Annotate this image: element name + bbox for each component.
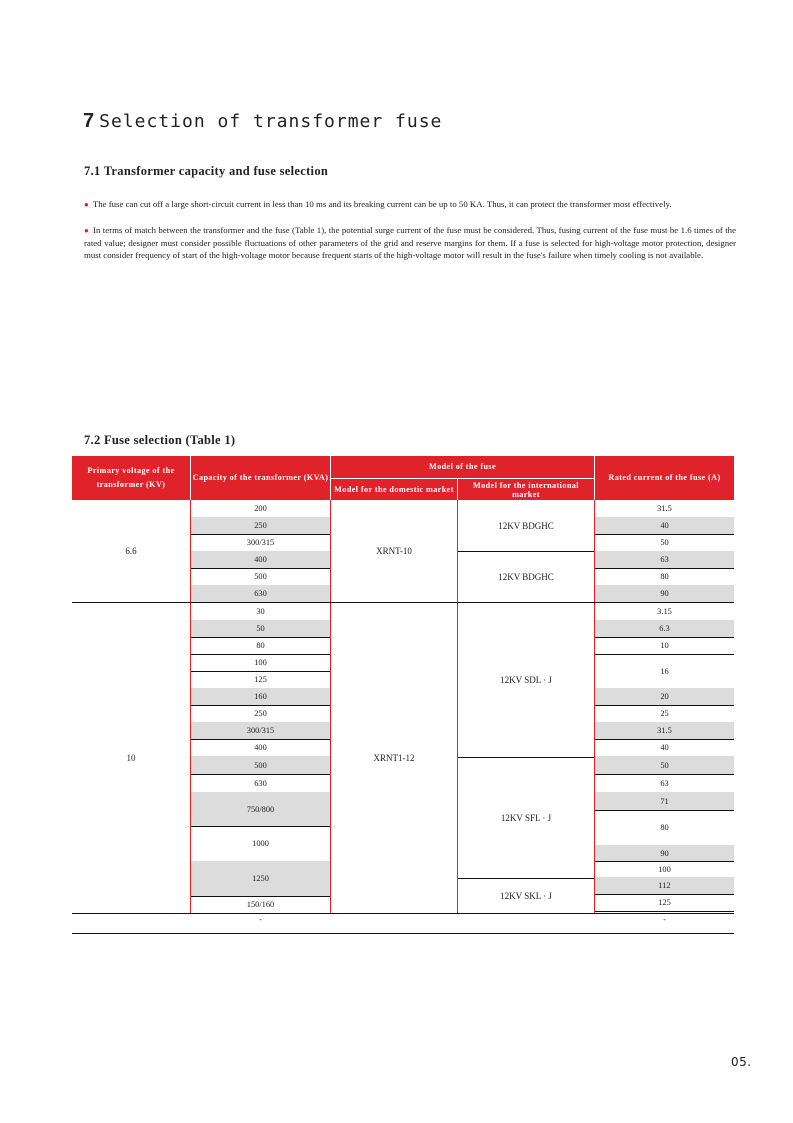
rated-current-cell: 10: [660, 641, 669, 650]
rated-current-cell: 40: [595, 517, 734, 534]
capacity-cell: 1250: [191, 861, 330, 896]
bullet-icon: ●: [84, 200, 89, 209]
rated-current-cell: 90: [595, 585, 734, 602]
rated-current-cell: 50: [660, 538, 669, 547]
subsection-heading-7-2: 7.2 Fuse selection (Table 1): [84, 433, 236, 447]
rated-current-cell: 90: [595, 845, 734, 861]
row-line: [458, 878, 594, 879]
capacity-cell: 125: [254, 675, 267, 684]
header-capacity: Capacity of the transformer (KVA): [191, 456, 330, 500]
rated-current-cell: 50: [595, 756, 734, 774]
row-line: [458, 551, 594, 552]
domestic-model-cell: XRNT-10: [376, 546, 412, 556]
capacity-cell: 150/160: [246, 900, 275, 909]
rated-current-cell: 3.15: [657, 607, 672, 616]
paragraph-1-text: The fuse can cut off a large short-circuit current in less than 10 ms and its breaking current can be up to 50 KA. Thus, it can protect the transformer most effectively.: [92, 199, 672, 209]
row-line: [458, 757, 594, 758]
capacity-cell: 300/315: [191, 722, 330, 739]
rated-current-cell: 112: [595, 877, 734, 894]
rated-current-cell: -: [663, 914, 666, 924]
page-number: 05.: [731, 1055, 752, 1069]
capacity-cell: 500: [191, 756, 330, 774]
rated-current-cell: 125: [658, 898, 671, 907]
voltage-cell: 10: [126, 753, 136, 763]
header-rated-current: Rated current of the fuse (A): [595, 456, 734, 500]
capacity-cell: 400: [191, 551, 330, 568]
table-bottom-line: [72, 933, 734, 934]
rated-current-cell: 40: [660, 743, 669, 752]
capacity-cell: 250: [254, 709, 267, 718]
rated-current-cell: 25: [660, 709, 669, 718]
capacity-cell: 160: [191, 688, 330, 705]
section-title: [83, 110, 442, 133]
international-model-cell: 12KV SDL · J: [500, 675, 552, 685]
rated-current-cell: 100: [658, 864, 671, 874]
capacity-cell: 630: [191, 585, 330, 602]
rated-current-cell: 31.5: [595, 722, 734, 739]
voltage-cell: 6.6: [125, 546, 137, 556]
capacity-cell: 1000: [252, 839, 269, 848]
row-line: [595, 911, 734, 912]
section-number: 7: [83, 110, 95, 132]
international-model-cell: 12KV SFL · J: [500, 813, 552, 823]
section-title-text: Selection of transformer fuse: [99, 111, 443, 132]
capacity-cell: 500: [254, 572, 267, 581]
capacity-cell: 80: [256, 641, 265, 650]
header-international: Model for the international market: [458, 479, 594, 500]
bullet-icon: ●: [84, 226, 90, 235]
domestic-model-cell: XRNT1-12: [373, 753, 415, 763]
subsection-heading-7-1: 7.1 Transformer capacity and fuse selection: [84, 164, 329, 178]
header-voltage: Primary voltage of the transformer (KV): [72, 456, 190, 500]
capacity-cell: 250: [191, 517, 330, 534]
rated-current-cell: 80: [660, 572, 669, 581]
rated-current-cell: 20: [595, 688, 734, 705]
rated-current-cell: 71: [595, 792, 734, 810]
international-model-cell: 12KV BDGHC: [498, 572, 554, 582]
capacity-cell: 200: [254, 504, 267, 513]
header-model: Model of the fuse: [331, 456, 594, 478]
international-model-cell: 12KV SKL · J: [500, 891, 552, 901]
capacity-cell: 750/800: [191, 792, 330, 826]
capacity-cell: 400: [254, 743, 267, 752]
capacity-cell: 300/315: [246, 538, 275, 547]
rated-current-cell: 63: [595, 551, 734, 568]
paragraph-1: [84, 198, 736, 211]
header-domestic: Model for the domestic market: [331, 479, 457, 500]
rated-current-cell: 80: [660, 823, 669, 832]
capacity-cell: -: [259, 914, 262, 924]
paragraph-2-text: In terms of match between the transformer and the fuse (Table 1), the potential surge current of the fuse must be considered. Thus, fusing current of the fuse must be 1.6 times of the rated value; designer must consider possible fluctuations of other parameters of the grid and reserve margins for them. If a fuse is selected for high-voltage motor protection, designer must consider frequency of start of the high-voltage motor because frequent starts of the high-voltage motor will result in the fuse's failure when timely cooling is not available.: [84, 225, 736, 261]
rated-current-cell: 6.3: [595, 620, 734, 637]
rated-current-cell: 31.5: [657, 504, 672, 513]
capacity-cell: 30: [256, 607, 265, 616]
capacity-cell: 630: [254, 778, 267, 788]
international-model-cell: 12KV BDGHC: [498, 520, 554, 531]
rated-current-cell: 16: [660, 666, 669, 676]
capacity-cell: 100: [254, 658, 267, 667]
capacity-cell: 50: [191, 620, 330, 637]
paragraph-2: [84, 224, 736, 262]
rated-current-cell: 63: [660, 778, 669, 788]
